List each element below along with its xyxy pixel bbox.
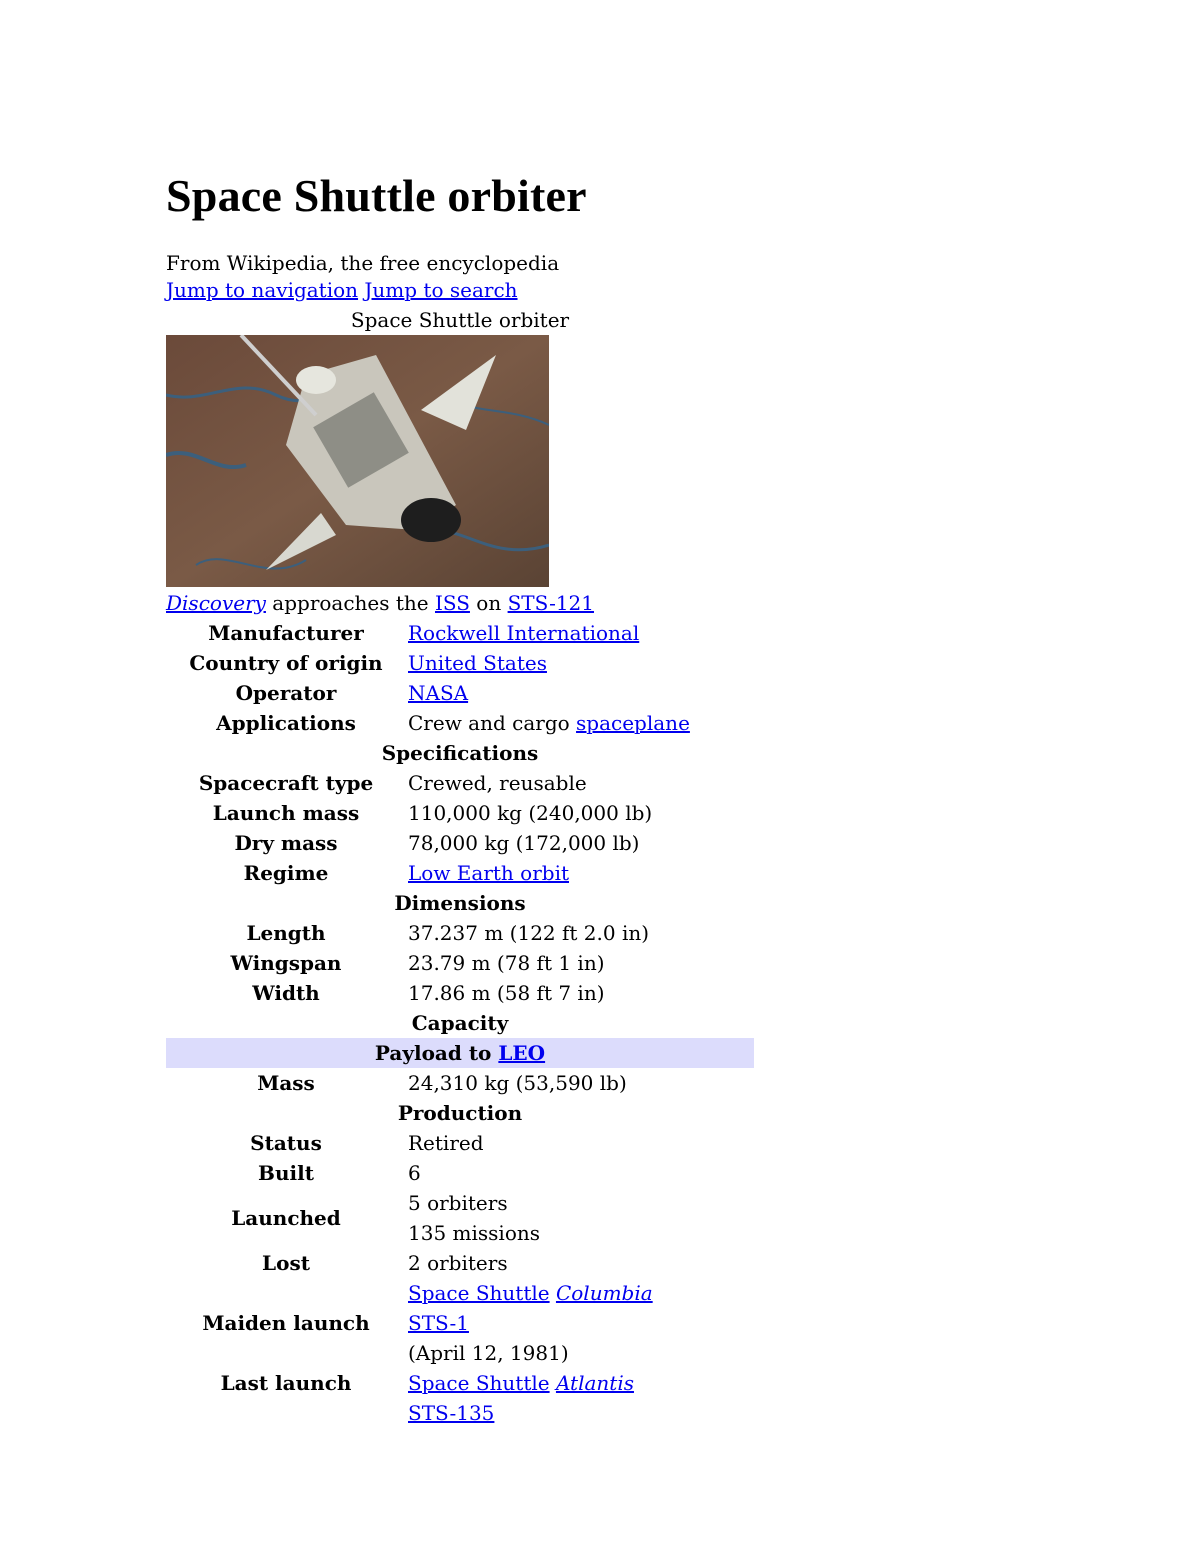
infobox-row-regime: Regime Low Earth orbit bbox=[243, 861, 569, 885]
shuttle-nose bbox=[401, 498, 461, 542]
low-earth-orbit-link[interactable]: Low Earth orbit bbox=[408, 861, 569, 885]
space-shuttle-link[interactable]: Space Shuttle bbox=[408, 1281, 550, 1305]
atlantis-link[interactable]: Atlantis bbox=[555, 1371, 634, 1395]
section-dimensions: Dimensions bbox=[394, 891, 526, 915]
leo-link[interactable]: LEO bbox=[498, 1041, 546, 1065]
nasa-link[interactable]: NASA bbox=[408, 681, 469, 705]
shuttle-tail bbox=[296, 366, 336, 394]
infobox-row-operator: Operator NASA bbox=[235, 681, 469, 705]
infobox-row-width: Width 17.86 m (58 ft 7 in) bbox=[252, 981, 605, 1005]
infobox-row-built: Built 6 bbox=[258, 1161, 421, 1185]
jump-to-navigation-link[interactable]: Jump to navigation bbox=[166, 278, 359, 302]
infobox-row-lost: Lost 2 orbiters bbox=[262, 1251, 508, 1275]
shuttle-photo[interactable] bbox=[166, 335, 549, 587]
rockwell-link[interactable]: Rockwell International bbox=[408, 621, 640, 645]
tagline: From Wikipedia, the free encyclopedia bbox=[166, 251, 560, 275]
infobox-row-launch-mass: Launch mass 110,000 kg (240,000 lb) bbox=[212, 801, 653, 825]
united-states-link[interactable]: United States bbox=[408, 651, 547, 675]
payload-band: Payload to LEO bbox=[166, 1038, 754, 1068]
infobox-row-mass: Mass 24,310 kg (53,590 lb) bbox=[257, 1071, 627, 1095]
infobox-row-wingspan: Wingspan 23.79 m (78 ft 1 in) bbox=[230, 951, 605, 975]
sts-135-link[interactable]: STS-135 bbox=[408, 1401, 495, 1425]
page-title: Space Shuttle orbiter bbox=[166, 170, 587, 221]
spaceplane-link[interactable]: spaceplane bbox=[576, 711, 690, 735]
infobox-table bbox=[166, 618, 754, 1428]
article bbox=[166, 170, 766, 1428]
sts-1-link[interactable]: STS-1 bbox=[408, 1311, 469, 1335]
skip-links bbox=[166, 277, 766, 304]
infobox-row-dry-mass: Dry mass 78,000 kg (172,000 lb) bbox=[234, 831, 640, 855]
infobox-row-status: Status Retired bbox=[250, 1131, 484, 1155]
infobox-row-manufacturer: Manufacturer Rockwell International bbox=[208, 621, 640, 645]
section-production: Production bbox=[397, 1101, 523, 1125]
infobox-row-launched: Launched 5 orbiters 135 missions bbox=[231, 1191, 541, 1245]
section-specifications: Specifications bbox=[381, 741, 539, 765]
infobox-row-last-launch: Last launch Space Shuttle Atlantis STS-135 bbox=[220, 1371, 634, 1425]
jump-to-search-link[interactable]: Jump to search bbox=[364, 278, 518, 302]
infobox-row-maiden-launch: Maiden launch Space Shuttle Columbia STS-1 (April 12, 1981) bbox=[202, 1281, 653, 1365]
space-shuttle-link-2[interactable]: Space Shuttle bbox=[408, 1371, 550, 1395]
infobox-row-spacecraft-type: Spacecraft type Crewed, reusable bbox=[198, 771, 587, 795]
iss-link[interactable]: ISS bbox=[435, 591, 470, 615]
columbia-link[interactable]: Columbia bbox=[555, 1281, 653, 1305]
infobox-title: Space Shuttle orbiter bbox=[350, 308, 570, 332]
sts-121-link[interactable]: STS-121 bbox=[507, 591, 594, 615]
infobox-row-applications: Applications Crew and cargo spaceplane bbox=[216, 711, 690, 735]
section-capacity: Capacity bbox=[411, 1011, 509, 1035]
infobox-row-length: Length 37.237 m (122 ft 2.0 in) bbox=[246, 921, 650, 945]
discovery-link[interactable]: Discovery bbox=[166, 591, 266, 615]
image-caption: Discovery approaches the ISS on STS-121 bbox=[166, 591, 594, 615]
infobox-row-country: Country of origin United States bbox=[189, 651, 547, 675]
